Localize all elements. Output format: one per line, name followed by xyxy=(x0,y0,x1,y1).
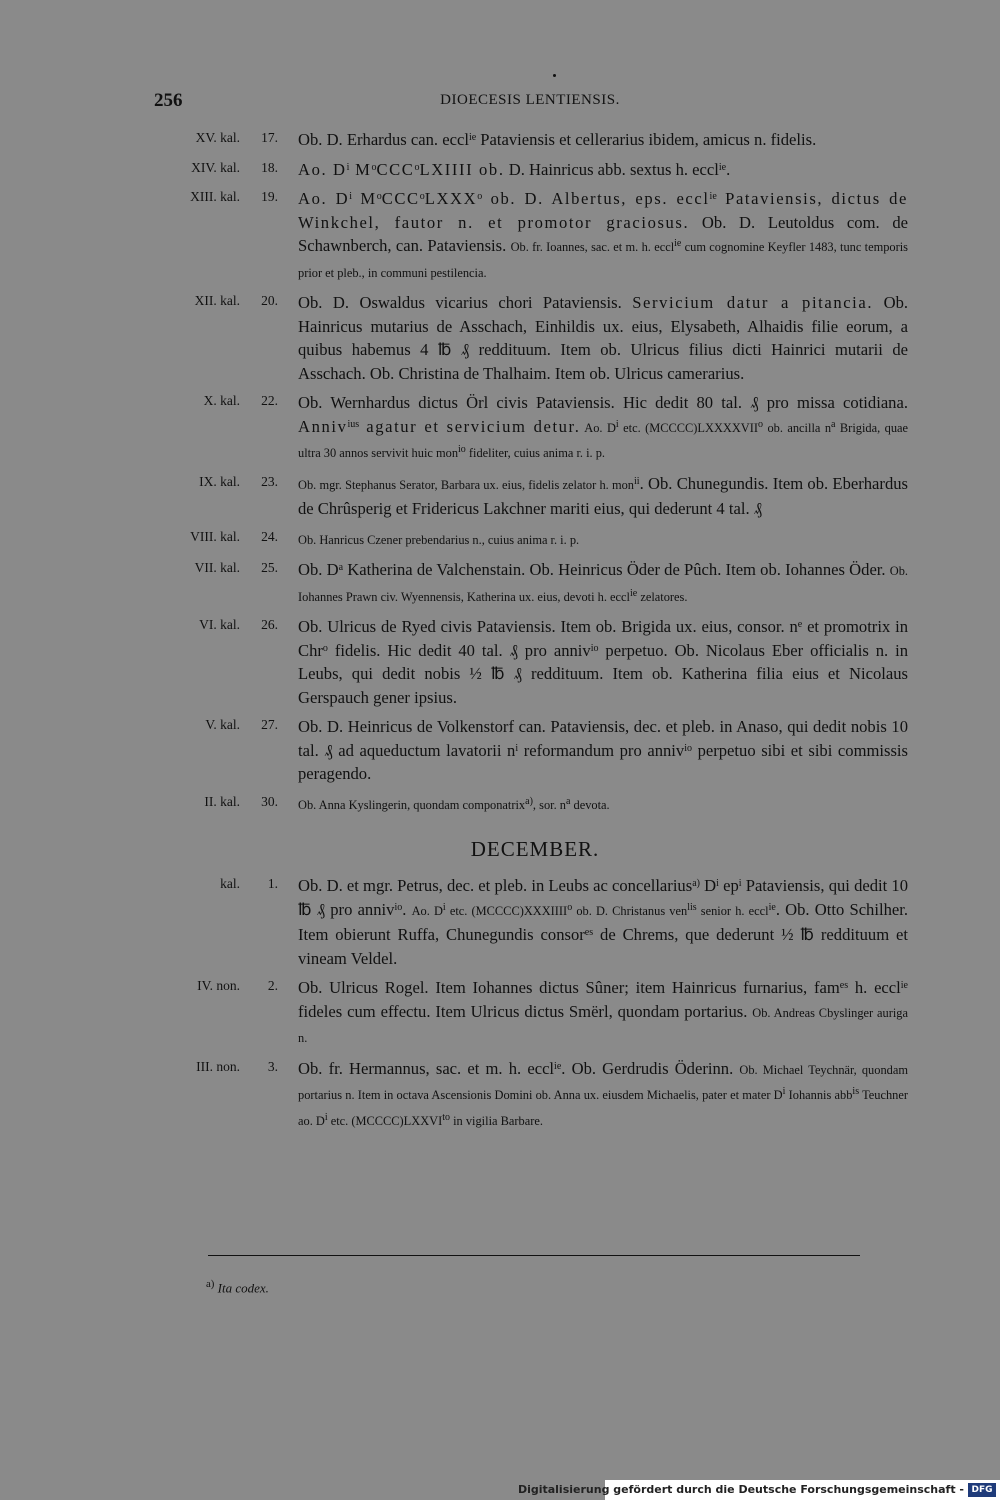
entry-day: 18. xyxy=(261,159,278,175)
superscript: io xyxy=(590,642,599,654)
entry-kalends: X. kal. xyxy=(203,393,240,408)
entry-day: 19. xyxy=(261,189,278,204)
text-segment: D xyxy=(699,876,717,895)
superscript: i xyxy=(346,161,350,173)
superscript: a) xyxy=(525,795,533,807)
text-segment: h. eccl xyxy=(848,978,901,997)
text-segment: Iohannis abb xyxy=(785,1088,853,1102)
digitization-credit xyxy=(517,1480,1000,1500)
text-segment: fideles cum effectu. Item Ulricus dictus Smërl, quondam portarius. xyxy=(298,1001,753,1021)
superscript: ius xyxy=(347,418,360,430)
calendar-entry xyxy=(0,792,1000,818)
text-segment: Ob. D. Erhardus can. eccl xyxy=(298,130,469,149)
superscript: io xyxy=(684,742,692,754)
superscript: i xyxy=(442,901,446,913)
entry-day: 20. xyxy=(261,293,278,308)
superscript: ie xyxy=(718,161,727,173)
superscript: io xyxy=(458,444,466,455)
entry-text xyxy=(298,1057,908,1134)
superscript: a) xyxy=(692,878,700,889)
entry-kalends: XIV. kal. xyxy=(191,159,240,175)
superscript: o xyxy=(758,418,763,430)
entry-kalends: XV. kal. xyxy=(195,130,240,145)
entry-text xyxy=(298,558,908,609)
text-segment: Ob. Andreas Cbyslinger auriga n. xyxy=(298,1005,908,1045)
text-segment: Pataviensis et cellerarius ibidem, amicus n. fidelis. xyxy=(476,130,817,149)
credit-text: Digitalisierung gefördert durch die Deutsche Forschungsgemeinschaft - xyxy=(517,1483,964,1496)
text-segment: ob. D. Albertus, eps. eccl xyxy=(482,189,710,208)
entry-day: 30. xyxy=(261,793,278,809)
footnote xyxy=(206,1278,269,1296)
text-segment: senior h. eccl xyxy=(696,903,769,918)
text-segment: Brigida, quae ultra 30 annos servivit huic mon xyxy=(298,420,909,460)
superscript: o xyxy=(371,161,377,173)
superscript: i xyxy=(515,742,519,754)
text-segment: Ob. Wernhardus dictus Örl civis Pataviensis. Hic dedit 80 tal. ₰ pro missa cotidiana. xyxy=(298,393,908,412)
superscript: a xyxy=(831,418,836,430)
text-segment: Katherina de Valchenstain. Ob. Heinricus Öder de Pûch. Item ob. Iohannes Öder. xyxy=(343,560,890,579)
text-segment: Ao. D xyxy=(298,189,350,208)
calendar-entry xyxy=(0,391,1000,466)
text-segment: ep xyxy=(718,876,739,895)
running-title: DIOECESIS LENTIENSIS. xyxy=(440,92,620,108)
entry-day: 27. xyxy=(261,717,278,732)
text-segment: etc. (MCCCC)LXXVI xyxy=(327,1113,443,1128)
entry-day: 23. xyxy=(261,473,278,489)
calendar-entry xyxy=(0,128,1000,152)
text-segment: ob. D. Christanus ven xyxy=(572,903,688,918)
text-segment: Teuchner ao. D xyxy=(298,1088,909,1128)
superscript: ie xyxy=(468,132,477,143)
superscript: i xyxy=(782,1086,786,1097)
text-segment: Ob. fr. Ioannes, sac. et m. h. eccl xyxy=(510,240,675,254)
entry-kalends: kal. xyxy=(220,876,240,891)
page-number: 256 xyxy=(154,90,183,111)
text-segment: Servicium datur a pitancia. xyxy=(632,293,874,312)
calendar-entry xyxy=(0,291,1000,385)
text-segment: LXIIII ob. xyxy=(419,159,505,179)
text-segment: ob. ancilla n xyxy=(763,420,832,435)
dfg-logo: DFG xyxy=(968,1483,996,1497)
entry-kalends: XIII. kal. xyxy=(190,189,240,204)
text-segment: reformandum pro anniv xyxy=(518,740,685,760)
entry-day: 24. xyxy=(261,528,278,544)
text-segment: Ob. D. Leutoldus com. de Schawnberch, can. Pataviensis. xyxy=(298,212,908,255)
entry-text xyxy=(298,615,908,709)
entry-text xyxy=(298,527,908,553)
entry-text xyxy=(298,715,908,786)
entry-day: 1. xyxy=(267,876,278,891)
text-segment: Ob. Ulricus Rogel. Item Iohannes dictus Sûner; item Hainricus furnarius, fam xyxy=(298,978,840,997)
superscript: ie xyxy=(709,191,717,202)
text-segment: D. Hainricus abb. sextus h. eccl xyxy=(504,159,719,179)
entry-text xyxy=(298,187,908,285)
footnote-marker: a) xyxy=(206,1278,215,1290)
text-segment: Anniv xyxy=(298,416,348,436)
entry-text xyxy=(298,976,908,1051)
text-segment: et promotrix in Chr xyxy=(298,617,908,660)
footnote-rule xyxy=(208,1255,860,1256)
text-segment: devota. xyxy=(570,797,610,812)
text-segment: Ao. D xyxy=(298,159,347,179)
superscript: ie xyxy=(900,980,908,991)
text-segment: Ob. mgr. Stephanus Serator, Barbara ux. eius, fidelis zelator h. mon xyxy=(298,477,634,492)
superscript: i xyxy=(738,878,742,889)
text-segment: . xyxy=(726,159,731,179)
text-segment: M xyxy=(351,189,377,208)
superscript: es xyxy=(584,927,594,938)
superscript: io xyxy=(394,901,403,913)
text-segment: CCC xyxy=(381,189,420,208)
section-heading: DECEMBER. xyxy=(470,837,600,861)
superscript: to xyxy=(442,1111,451,1123)
superscript: o xyxy=(419,191,425,202)
entry-text xyxy=(298,874,908,970)
calendar-entry xyxy=(0,1057,1000,1134)
text-segment: Ob. D. Heinricus de Volkenstorf can. Pataviensis, dec. et pleb. in Anaso, qui dedit nobis 10 tal. ₰ ad aqueductum lavatorii n xyxy=(298,717,908,760)
superscript: i xyxy=(324,1111,328,1123)
text-segment: Ob. Anna Kyslingerin, quondam componatrix xyxy=(298,797,526,812)
text-segment: Ob. Hainricus mutarius de Asschach, Einhildis ux. eius, Elysabeth, Alhaidis filie eorum, a quibus habemus 4 ℔ ₰ reddituum. Item ob. Ulricus filius dicti Hainrici mutarii de Asschach. Ob. Christina de Thalhaim. Item ob. Ulricus camerarius. xyxy=(298,293,909,383)
calendar-entry xyxy=(0,874,1000,970)
entry-kalends: IV. non. xyxy=(197,978,240,993)
superscript: ii xyxy=(634,475,640,487)
calendar-entry xyxy=(0,976,1000,1051)
text-segment: Ob. D. et mgr. Petrus, dec. et pleb. in Leubs ac concellarius xyxy=(298,876,693,895)
text-segment: Ob. fr. Hermannus, sac. et m. h. eccl xyxy=(298,1058,555,1078)
text-segment: agatur et servicium detur. xyxy=(359,416,581,436)
superscript: e xyxy=(797,619,803,630)
footnote-text: Ita codex. xyxy=(217,1280,269,1296)
text-segment: Pataviensis, dictus de Winkchel, fautor n. et promotor graciosus. xyxy=(298,189,909,232)
text-segment: Ob. Michael Teychnär, quondam portarius n. Item in octava Ascensionis Domini ob. Anna ux. eiusdem Michaelis, pater et mater D xyxy=(298,1062,908,1102)
entry-day: 26. xyxy=(261,617,278,632)
superscript: a xyxy=(338,562,344,573)
entry-text xyxy=(298,792,908,818)
superscript: o xyxy=(567,901,573,913)
text-segment: etc. (MCCCC)XXXIIII xyxy=(445,903,568,918)
text-segment: zelatores. xyxy=(637,589,688,604)
superscript: i xyxy=(716,878,719,889)
calendar-entry xyxy=(0,527,1000,553)
text-segment: perpetuo sibi et sibi commissis peragendo. xyxy=(298,740,908,783)
entry-day: 3. xyxy=(267,1058,278,1074)
text-segment: . Ob. Gerdrudis Öderinn. xyxy=(561,1058,740,1078)
entry-kalends: II. kal. xyxy=(204,793,240,809)
text-segment: fideliter, cuius anima r. i. p. xyxy=(465,446,606,460)
text-segment: Ob. Iohannes Prawn civ. Wyennensis, Katherina ux. eius, devoti h. eccl xyxy=(298,564,908,604)
entry-text xyxy=(298,158,908,182)
text-segment: in vigilia Barbare. xyxy=(450,1113,543,1128)
text-segment: perpetuo. Ob. Nicolaus Eber officialis n. in Leubs, qui dedit nobis ½ ℔ ₰ reddituum. Item ob. Katherina filia eius et Nicolaus Gerspauch gener ipsius. xyxy=(298,640,908,707)
entry-kalends: XII. kal. xyxy=(194,293,240,308)
entry-kalends: VI. kal. xyxy=(199,617,240,632)
entry-text xyxy=(298,472,908,521)
entry-text xyxy=(298,391,908,466)
superscript: ie xyxy=(630,587,638,599)
text-segment: LXXX xyxy=(424,189,478,208)
text-segment: , sor. n xyxy=(532,797,566,812)
calendar-entry xyxy=(0,558,1000,609)
superscript: i xyxy=(615,418,619,430)
text-segment: CCC xyxy=(376,159,415,179)
text-segment: . Ob. Chunegundis. Item ob. Eberhardus de Chrûsperig et Fridericus Lakchner mariti eius, qui dederunt 4 tal. ₰ xyxy=(298,473,908,518)
superscript: o xyxy=(376,191,382,202)
superscript: es xyxy=(839,980,849,991)
text-segment: Ao. D xyxy=(411,903,443,918)
superscript: o xyxy=(414,161,420,173)
superscript: ie xyxy=(554,1060,562,1072)
calendar-entry xyxy=(0,472,1000,521)
calendar-entry xyxy=(0,615,1000,709)
text-segment: Pataviensis, qui dedit 10 ℔ ₰ pro anniv xyxy=(298,876,909,919)
text-segment: Ao. D xyxy=(580,420,616,435)
superscript: ie xyxy=(674,238,682,249)
calendar-entry xyxy=(0,158,1000,182)
speck xyxy=(553,74,556,77)
text-segment: Ob. D xyxy=(298,560,339,579)
entry-day: 17. xyxy=(261,130,278,145)
entry-day: 22. xyxy=(261,393,278,408)
superscript: is xyxy=(852,1086,860,1097)
text-segment: Ob. D. Oswaldus vicarius chori Pataviensis. xyxy=(298,293,633,312)
text-segment: Ob. Ulricus de Ryed civis Pataviensis. Item ob. Brigida ux. eius, consor. n xyxy=(298,617,798,636)
entry-kalends: III. non. xyxy=(196,1058,240,1074)
superscript: i xyxy=(349,191,352,202)
superscript: lis xyxy=(687,901,697,913)
calendar-entries xyxy=(0,128,1000,1139)
entry-kalends: VII. kal. xyxy=(194,560,240,575)
entry-kalends: IX. kal. xyxy=(199,473,240,489)
text-segment: cum cognomine Keyfler 1483, tunc temporis prior et pleb., in communi pestilencia. xyxy=(298,240,909,280)
superscript: o xyxy=(322,642,328,654)
text-segment: Ob. Hanricus Czener prebendarius n., cuius anima r. i. p. xyxy=(298,532,580,547)
entry-text xyxy=(298,128,908,152)
text-segment: . Ob. Otto Schilher. Item obierunt Ruffa, Chunegundis consor xyxy=(298,899,908,944)
text-segment: de Chrems, que dederunt ½ ℔ reddituum et vineam Veldel. xyxy=(298,925,908,968)
page-header xyxy=(0,88,1000,112)
text-segment: M xyxy=(349,159,372,179)
text-segment: . xyxy=(402,899,412,919)
calendar-entry xyxy=(0,187,1000,285)
text-segment: fidelis. Hic dedit 40 tal. ₰ pro anniv xyxy=(327,640,591,660)
entry-kalends: VIII. kal. xyxy=(190,528,240,544)
superscript: o xyxy=(477,191,483,202)
superscript: ie xyxy=(768,901,776,913)
entry-day: 25. xyxy=(261,560,278,575)
entry-kalends: V. kal. xyxy=(205,717,240,732)
calendar-entry xyxy=(0,715,1000,786)
entry-day: 2. xyxy=(267,978,278,993)
text-segment: etc. (MCCCC)LXXXXVII xyxy=(618,420,758,435)
superscript: a xyxy=(565,795,571,807)
entry-text xyxy=(298,291,908,385)
